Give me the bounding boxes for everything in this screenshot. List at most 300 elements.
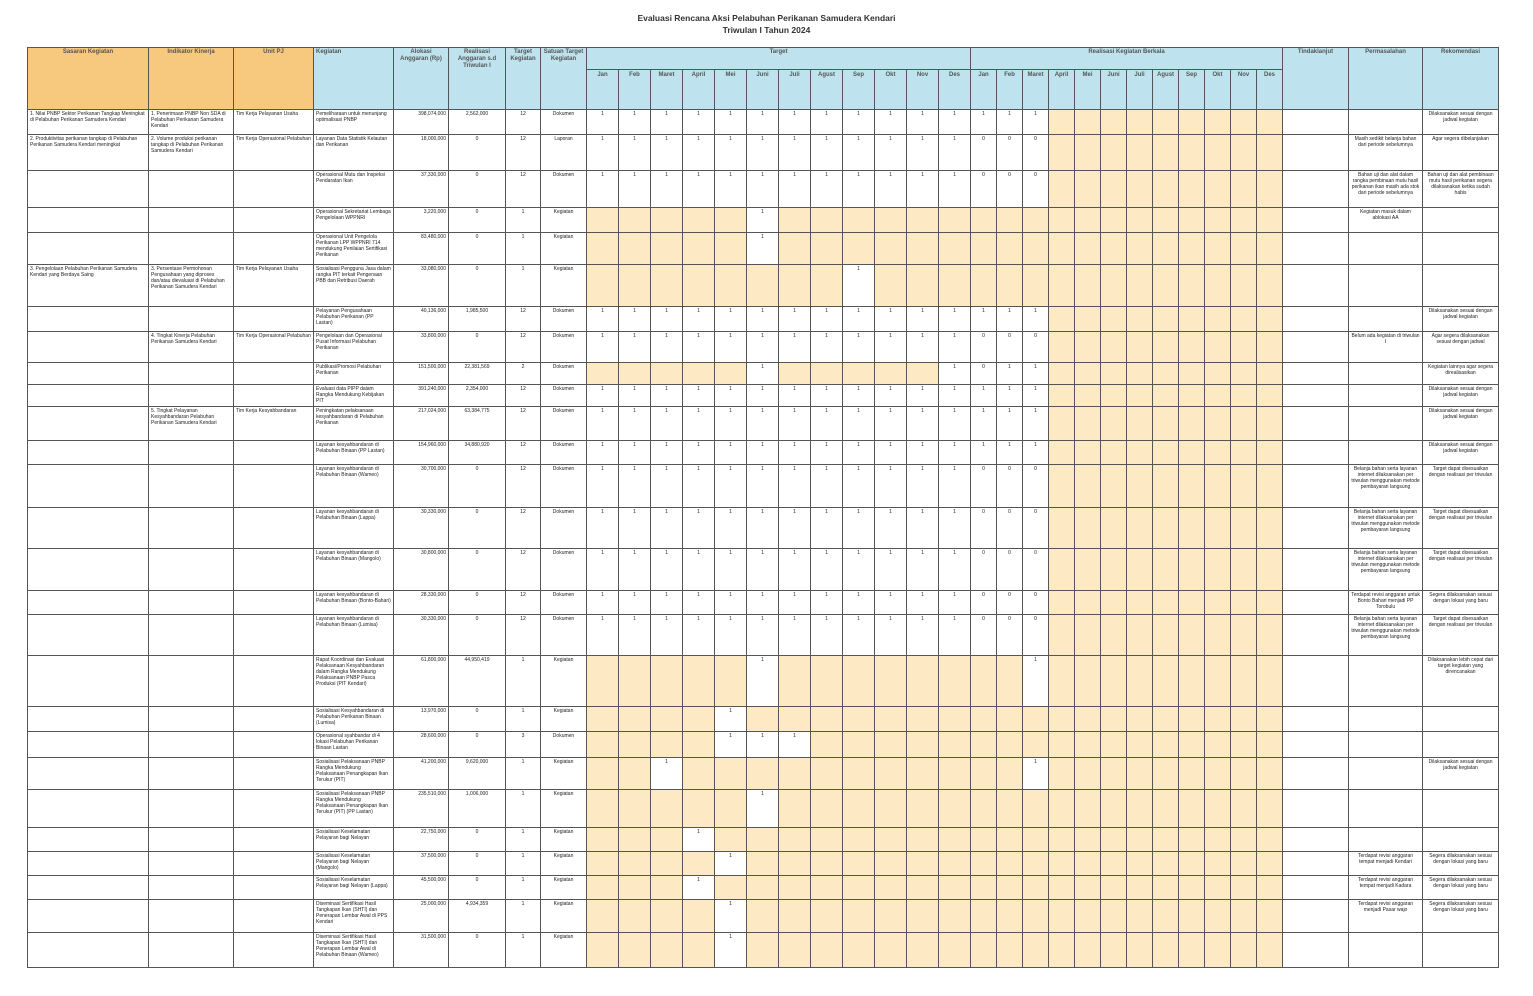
target-month-cell: 1 (651, 591, 683, 615)
satuan-cell: Dokumen (541, 407, 587, 441)
realisasi-month-cell (1153, 110, 1179, 135)
target-month-cell (651, 656, 683, 707)
realisasi-month-cell (971, 656, 997, 707)
target-month-cell: 1 (811, 441, 843, 465)
satuan-cell: Kegiatan (541, 233, 587, 265)
target-month-cell: 1 (875, 135, 907, 171)
permasalahan-cell (1349, 110, 1423, 135)
target-month-cell (683, 852, 715, 876)
target-month-cell: 1 (587, 549, 619, 591)
realisasi-month-cell (1049, 208, 1075, 233)
evaluation-table (27, 47, 1499, 968)
target-month-cell: 1 (747, 732, 779, 758)
permasalahan-cell: Belanja bahan serta layanan internet dilaksanakan per triwulan menggunakan metode pembayaran langsung (1349, 508, 1423, 549)
realisasi-month-cell (1205, 758, 1231, 790)
tindaklanjut-cell (1283, 385, 1349, 407)
table-row (28, 265, 1499, 307)
realisasi-month-cell (1049, 307, 1075, 332)
rekomendasi-cell (1423, 707, 1499, 732)
target-month-cell: 1 (875, 441, 907, 465)
realisasi-month-cell (1023, 900, 1049, 933)
realisasi-month-cell: 0 (971, 615, 997, 656)
target-month-cell (619, 233, 651, 265)
target-cell: 12 (506, 407, 541, 441)
rekomendasi-cell (1423, 233, 1499, 265)
realisasi-cell: 2,562,000 (449, 110, 506, 135)
satuan-cell: Dokumen (541, 307, 587, 332)
target-cell: 1 (506, 876, 541, 900)
target-month-cell (939, 265, 971, 307)
realisasi-month-cell (1101, 465, 1127, 508)
target-month-cell: 1 (811, 332, 843, 363)
rekomendasi-cell: Dilaksanakan sesuai dengan jadwal kegiatan (1423, 407, 1499, 441)
target-month-cell: 1 (619, 110, 651, 135)
page-title: Evaluasi Rencana Aksi Pelabuhan Perikanan Samudera Kendari (637, 13, 896, 23)
target-month-cell: 1 (683, 407, 715, 441)
realisasi-month-cell (1179, 508, 1205, 549)
realisasi-month-cell (1075, 332, 1101, 363)
realisasi-month-cell (1153, 852, 1179, 876)
target-month-cell: 1 (779, 171, 811, 208)
target-month-cell: 1 (715, 110, 747, 135)
permasalahan-cell (1349, 828, 1423, 852)
rekomendasi-cell: Dilaksanakan sesuai dengan jadwal kegiatan (1423, 307, 1499, 332)
realisasi-month-cell (1179, 363, 1205, 385)
realisasi-month-cell (1231, 135, 1257, 171)
realisasi-month-cell (1127, 615, 1153, 656)
realisasi-month-cell (1153, 656, 1179, 707)
realisasi-month-cell (1257, 407, 1283, 441)
permasalahan-cell: Belum ada kegiatan di triwulan I (1349, 332, 1423, 363)
realisasi-month-cell (971, 852, 997, 876)
header-sasaran: Sasaran Kegiatan (28, 48, 149, 110)
target-month-cell: 1 (715, 615, 747, 656)
target-month-cell (683, 732, 715, 758)
satuan-cell: Dokumen (541, 732, 587, 758)
target-month-cell: 1 (587, 465, 619, 508)
target-month-cell: 1 (747, 363, 779, 385)
realisasi-month-cell (1257, 110, 1283, 135)
realisasi-month-cell (1127, 852, 1153, 876)
target-month-cell: 1 (619, 171, 651, 208)
realisasi-month-header: Mei (1075, 70, 1101, 110)
realisasi-month-cell (1049, 707, 1075, 732)
realisasi-month-cell (1231, 171, 1257, 208)
realisasi-month-cell (1179, 110, 1205, 135)
realisasi-month-cell (1257, 265, 1283, 307)
realisasi-month-cell (1153, 758, 1179, 790)
target-month-cell: 1 (683, 828, 715, 852)
realisasi-month-cell (1101, 656, 1127, 707)
satuan-cell: Laporan (541, 135, 587, 171)
target-month-cell (843, 758, 875, 790)
realisasi-month-cell (997, 852, 1023, 876)
target-month-cell (939, 233, 971, 265)
table-row (28, 407, 1499, 441)
realisasi-month-cell (1205, 933, 1231, 968)
alokasi-cell: 33,080,000 (394, 265, 449, 307)
indikator-cell (149, 591, 234, 615)
table-row (28, 135, 1499, 171)
alokasi-cell: 33,800,000 (394, 332, 449, 363)
realisasi-month-cell: 0 (1023, 591, 1049, 615)
target-cell: 12 (506, 307, 541, 332)
target-month-cell (907, 900, 939, 933)
kegiatan-cell: Publikasi/Promosi Pelabuhan Perikanan (314, 363, 394, 385)
target-month-cell: 1 (651, 135, 683, 171)
realisasi-month-cell (971, 828, 997, 852)
target-month-cell (843, 707, 875, 732)
sasaran-cell (28, 549, 149, 591)
target-month-cell (939, 876, 971, 900)
target-month-cell (907, 790, 939, 828)
target-month-cell: 1 (619, 441, 651, 465)
indikator-cell (149, 508, 234, 549)
target-month-cell: 1 (779, 508, 811, 549)
realisasi-cell: 1,006,000 (449, 790, 506, 828)
unit-cell: Tim Kerja Operasional Pelabuhan (234, 332, 314, 363)
realisasi-month-cell (1153, 233, 1179, 265)
alokasi-cell: 37,330,000 (394, 171, 449, 208)
target-month-cell: 1 (683, 332, 715, 363)
target-month-cell: 1 (715, 441, 747, 465)
target-month-cell: 1 (587, 407, 619, 441)
realisasi-month-cell (1127, 307, 1153, 332)
target-month-cell (907, 265, 939, 307)
realisasi-month-cell (1127, 707, 1153, 732)
realisasi-month-cell (1101, 441, 1127, 465)
permasalahan-cell: Terdapat revisi anggaran tempat menjadi Kendari (1349, 852, 1423, 876)
realisasi-month-cell (1153, 307, 1179, 332)
target-cell: 12 (506, 110, 541, 135)
realisasi-month-cell (1257, 828, 1283, 852)
realisasi-month-cell (1231, 758, 1257, 790)
realisasi-month-cell (1257, 707, 1283, 732)
realisasi-month-cell (1101, 615, 1127, 656)
satuan-cell: Dokumen (541, 615, 587, 656)
realisasi-month-cell: 1 (1023, 110, 1049, 135)
target-month-cell (651, 363, 683, 385)
realisasi-month-cell: 1 (997, 385, 1023, 407)
target-cell: 2 (506, 363, 541, 385)
realisasi-month-cell (1049, 900, 1075, 933)
target-month-cell (715, 208, 747, 233)
target-month-cell: 1 (811, 508, 843, 549)
target-month-cell (843, 656, 875, 707)
unit-cell: Tim Kerja Operasional Pelabuhan (234, 135, 314, 171)
target-month-header: Jan (587, 70, 619, 110)
target-month-cell: 1 (747, 233, 779, 265)
satuan-cell: Dokumen (541, 549, 587, 591)
realisasi-month-cell (1257, 508, 1283, 549)
sasaran-cell (28, 171, 149, 208)
target-month-cell (843, 732, 875, 758)
realisasi-month-header: April (1049, 70, 1075, 110)
target-month-cell: 1 (875, 171, 907, 208)
realisasi-month-cell (1127, 656, 1153, 707)
indikator-cell (149, 208, 234, 233)
realisasi-month-cell (1075, 171, 1101, 208)
indikator-cell (149, 549, 234, 591)
header-alokasi: Alokasi Anggaran (Rp) (394, 48, 449, 110)
satuan-cell: Kegiatan (541, 900, 587, 933)
realisasi-month-cell (1049, 332, 1075, 363)
unit-cell (234, 732, 314, 758)
realisasi-month-cell (997, 656, 1023, 707)
realisasi-month-cell (1179, 135, 1205, 171)
target-month-cell (875, 208, 907, 233)
sasaran-cell (28, 828, 149, 852)
target-month-cell: 1 (811, 465, 843, 508)
target-month-cell: 1 (587, 508, 619, 549)
rekomendasi-cell: Segera dilaksanakan sesuai dengan lokasi yang baru (1423, 852, 1499, 876)
kegiatan-cell: Diseminasi Sertifikasi Hasil Tangkapan Ikan (SHTI) dan Penerapan Lembar Awal di Pelabuhan Binaan (Wameo) (314, 933, 394, 968)
realisasi-month-cell (1049, 508, 1075, 549)
satuan-cell: Kegiatan (541, 933, 587, 968)
target-month-cell: 1 (875, 615, 907, 656)
header-target: Target (587, 48, 971, 70)
target-month-cell: 1 (715, 332, 747, 363)
target-month-cell: 1 (619, 385, 651, 407)
sasaran-cell (28, 508, 149, 549)
kegiatan-cell: Layanan kesyahbandaran di Pelabuhan Binaan (PP Lastan) (314, 441, 394, 465)
tindaklanjut-cell (1283, 171, 1349, 208)
table-row (28, 549, 1499, 591)
realisasi-month-cell (1023, 852, 1049, 876)
realisasi-month-header: Agust (1153, 70, 1179, 110)
realisasi-month-cell: 0 (997, 135, 1023, 171)
target-month-cell: 1 (683, 549, 715, 591)
realisasi-month-cell: 0 (1023, 332, 1049, 363)
realisasi-cell: 0 (449, 208, 506, 233)
realisasi-month-cell (971, 758, 997, 790)
target-month-cell: 1 (875, 549, 907, 591)
target-cell: 1 (506, 790, 541, 828)
target-month-cell (875, 828, 907, 852)
target-month-cell: 1 (619, 135, 651, 171)
realisasi-month-cell (1231, 900, 1257, 933)
target-cell: 1 (506, 208, 541, 233)
target-month-cell: 1 (587, 135, 619, 171)
target-month-cell (683, 265, 715, 307)
tindaklanjut-cell (1283, 233, 1349, 265)
indikator-cell (149, 852, 234, 876)
header-tindaklanjut: Tindaklanjut (1283, 48, 1349, 110)
realisasi-month-cell: 1 (971, 307, 997, 332)
target-cell: 12 (506, 385, 541, 407)
tindaklanjut-cell (1283, 707, 1349, 732)
realisasi-month-cell (1075, 307, 1101, 332)
alokasi-cell: 28,600,000 (394, 732, 449, 758)
target-month-cell: 1 (939, 549, 971, 591)
alokasi-cell: 83,480,000 (394, 233, 449, 265)
realisasi-month-cell (1231, 876, 1257, 900)
target-month-cell (715, 363, 747, 385)
alokasi-cell: 398,074,000 (394, 110, 449, 135)
realisasi-month-cell (1101, 307, 1127, 332)
realisasi-month-cell (1231, 307, 1257, 332)
satuan-cell: Kegiatan (541, 852, 587, 876)
realisasi-month-cell (1257, 208, 1283, 233)
realisasi-month-cell (1023, 933, 1049, 968)
realisasi-month-cell (1127, 900, 1153, 933)
realisasi-month-cell (1205, 407, 1231, 441)
unit-cell (234, 465, 314, 508)
target-month-cell: 1 (907, 171, 939, 208)
kegiatan-cell: Sosialisasi Pelaksanaan PNBP Rangka Mendukung Pelaksanaan Penangkapan Ikan Terukur (PIT) (314, 758, 394, 790)
realisasi-month-cell (1179, 441, 1205, 465)
alokasi-cell: 61,800,000 (394, 656, 449, 707)
target-month-cell (683, 790, 715, 828)
target-month-cell (651, 208, 683, 233)
target-month-cell (843, 933, 875, 968)
alokasi-cell: 3,220,000 (394, 208, 449, 233)
realisasi-month-cell (1101, 208, 1127, 233)
target-month-cell (907, 208, 939, 233)
target-cell: 12 (506, 615, 541, 656)
target-month-cell (875, 233, 907, 265)
target-month-cell (939, 758, 971, 790)
realisasi-month-cell (1127, 407, 1153, 441)
realisasi-month-cell: 0 (1023, 171, 1049, 208)
unit-cell (234, 790, 314, 828)
realisasi-month-cell (1127, 591, 1153, 615)
sasaran-cell (28, 332, 149, 363)
satuan-cell: Dokumen (541, 591, 587, 615)
realisasi-month-cell (1153, 790, 1179, 828)
realisasi-month-cell (1205, 307, 1231, 332)
alokasi-cell: 217,024,000 (394, 407, 449, 441)
realisasi-month-cell (1049, 385, 1075, 407)
alokasi-cell: 28,330,000 (394, 591, 449, 615)
target-month-cell (939, 828, 971, 852)
alokasi-cell: 31,500,000 (394, 933, 449, 968)
target-month-cell (747, 265, 779, 307)
target-month-cell: 1 (939, 363, 971, 385)
realisasi-month-cell (1075, 615, 1101, 656)
realisasi-month-cell (997, 933, 1023, 968)
realisasi-month-cell (1205, 110, 1231, 135)
target-month-cell (875, 732, 907, 758)
realisasi-month-cell (1205, 508, 1231, 549)
target-month-cell (747, 876, 779, 900)
table-row (28, 332, 1499, 363)
sasaran-cell (28, 441, 149, 465)
realisasi-month-cell (1023, 732, 1049, 758)
unit-cell (234, 900, 314, 933)
sasaran-cell (28, 900, 149, 933)
realisasi-month-cell (1257, 656, 1283, 707)
realisasi-month-cell (1101, 508, 1127, 549)
realisasi-month-cell: 1 (971, 441, 997, 465)
target-month-cell: 1 (715, 508, 747, 549)
target-month-cell (587, 233, 619, 265)
target-month-cell (683, 900, 715, 933)
realisasi-month-cell (1127, 828, 1153, 852)
target-month-cell: 1 (939, 171, 971, 208)
target-month-cell (875, 876, 907, 900)
target-month-cell (651, 790, 683, 828)
realisasi-month-cell (1101, 110, 1127, 135)
target-month-cell: 1 (683, 508, 715, 549)
indikator-cell (149, 363, 234, 385)
kegiatan-cell: Layanan kesyahbandaran di Pelabuhan Binaan (Mangolo) (314, 549, 394, 591)
target-month-cell: 1 (651, 332, 683, 363)
realisasi-month-cell (1075, 265, 1101, 307)
target-month-cell: 1 (587, 591, 619, 615)
target-month-cell (587, 876, 619, 900)
realisasi-month-cell (1075, 465, 1101, 508)
realisasi-month-cell: 0 (971, 465, 997, 508)
target-month-cell (587, 363, 619, 385)
realisasi-month-cell (1231, 265, 1257, 307)
target-month-cell (779, 828, 811, 852)
target-month-cell: 1 (875, 407, 907, 441)
realisasi-month-cell (1127, 758, 1153, 790)
permasalahan-cell (1349, 790, 1423, 828)
unit-cell (234, 876, 314, 900)
realisasi-month-cell (1257, 933, 1283, 968)
realisasi-month-cell: 0 (997, 591, 1023, 615)
target-month-cell: 1 (587, 441, 619, 465)
realisasi-cell: 0 (449, 591, 506, 615)
permasalahan-cell: Terdapat revisi anggaran untuk Bonto Bahari menjadi PP Torobulu (1349, 591, 1423, 615)
target-month-header: Okt (875, 70, 907, 110)
realisasi-month-cell: 0 (971, 591, 997, 615)
satuan-cell: Kegiatan (541, 707, 587, 732)
target-month-cell: 1 (875, 307, 907, 332)
target-cell: 3 (506, 732, 541, 758)
realisasi-month-cell (1231, 615, 1257, 656)
target-month-cell: 1 (715, 465, 747, 508)
realisasi-month-cell (1075, 828, 1101, 852)
target-month-cell (587, 933, 619, 968)
alokasi-cell: 151,500,000 (394, 363, 449, 385)
permasalahan-cell (1349, 656, 1423, 707)
realisasi-month-cell (1075, 758, 1101, 790)
target-month-cell (843, 876, 875, 900)
table-row (28, 790, 1499, 828)
satuan-cell: Dokumen (541, 441, 587, 465)
target-month-cell: 1 (779, 110, 811, 135)
permasalahan-cell: Masih sedikit belanja bahan dari periode sebelumnya (1349, 135, 1423, 171)
realisasi-month-cell (1127, 265, 1153, 307)
realisasi-month-cell (1205, 828, 1231, 852)
realisasi-month-cell (1153, 407, 1179, 441)
target-month-cell (907, 233, 939, 265)
tindaklanjut-cell (1283, 732, 1349, 758)
realisasi-month-cell (1101, 933, 1127, 968)
target-month-cell: 1 (875, 385, 907, 407)
sasaran-cell (28, 615, 149, 656)
target-month-cell: 1 (875, 591, 907, 615)
indikator-cell (149, 707, 234, 732)
kegiatan-cell: Sosialisasi Kesyahbandaran di Pelabuhan Perikanan Binaan (Lumisa) (314, 707, 394, 732)
realisasi-cell: 4,934,359 (449, 900, 506, 933)
target-month-cell (875, 933, 907, 968)
table-row (28, 208, 1499, 233)
target-month-cell: 1 (683, 615, 715, 656)
target-month-cell: 1 (779, 441, 811, 465)
rekomendasi-cell: Segera dilaksanakan sesuai dengan lokasi yang baru (1423, 876, 1499, 900)
unit-cell (234, 508, 314, 549)
realisasi-month-cell (971, 265, 997, 307)
realisasi-month-cell (1231, 732, 1257, 758)
realisasi-month-cell (1257, 732, 1283, 758)
realisasi-month-cell: 1 (971, 385, 997, 407)
target-month-header: Agust (811, 70, 843, 110)
indikator-cell (149, 233, 234, 265)
